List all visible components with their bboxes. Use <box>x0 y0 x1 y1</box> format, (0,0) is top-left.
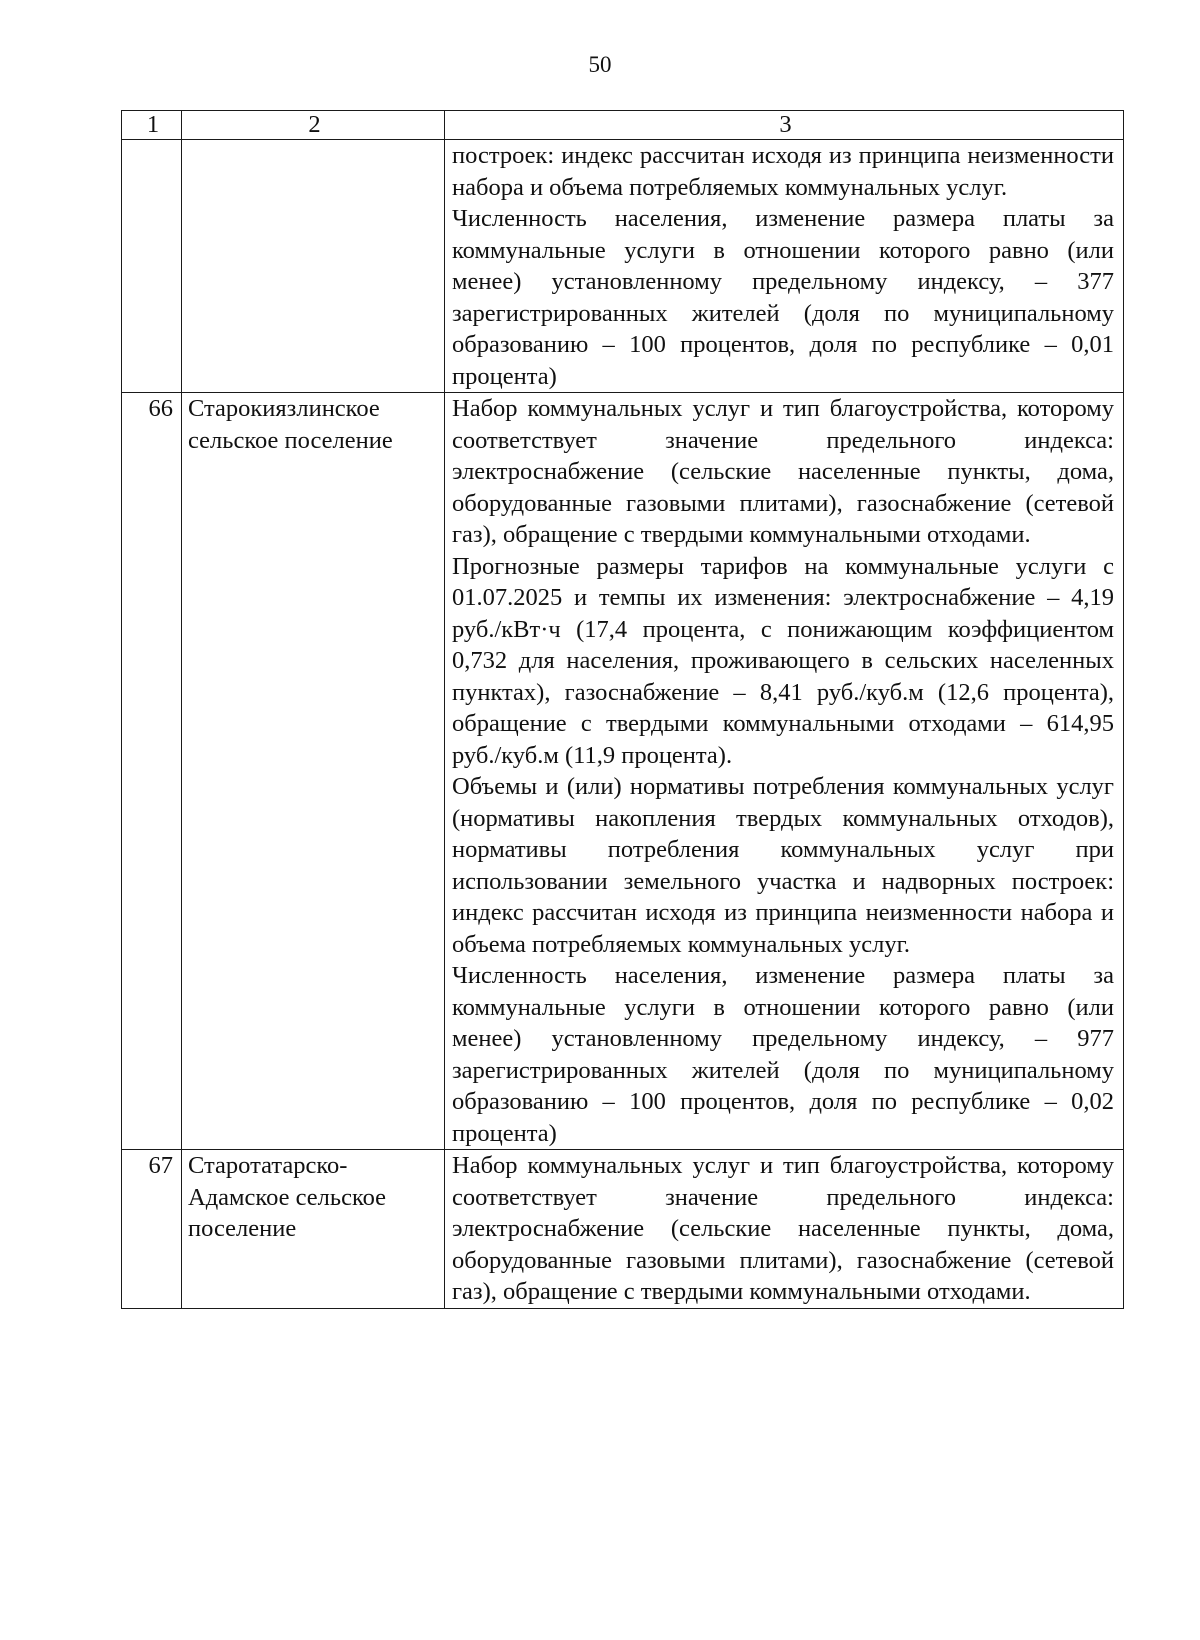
settlement-name: Старотатарско-Адамское сельское поселение <box>182 1150 445 1309</box>
settlement-name: Старокиязлинское сельское поселение <box>182 393 445 1150</box>
description-paragraph: Набор коммунальных услуг и тип благоустройства, которому соответствует значение предельного индекса: электроснабжение (сельские населенные пункты, дома, оборудованные газовыми плитами), газоснабжение (сетевой газ), обращение с твердыми коммунальными отходами. <box>452 1152 1114 1305</box>
table-row <box>122 1150 1124 1309</box>
page-number: 50 <box>588 52 612 77</box>
column-header-3: 3 <box>445 111 1124 140</box>
settlement-name <box>182 140 445 393</box>
description-paragraph: построек: индекс рассчитан исходя из принципа неизменности набора и объема потребляемых коммунальных услуг. <box>452 142 1114 201</box>
index-table <box>121 110 1124 1309</box>
table-row <box>122 140 1124 393</box>
description-paragraph: Набор коммунальных услуг и тип благоустройства, которому соответствует значение предельного индекса: электроснабжение (сельские населенные пункты, дома, оборудованные газовыми плитами), газоснабжение (сетевой газ), обращение с твердыми коммунальными отходами. <box>452 395 1114 548</box>
row-number <box>122 140 182 393</box>
row-description <box>445 1150 1124 1309</box>
row-number: 67 <box>122 1150 182 1309</box>
description-paragraph: Численность населения, изменение размера платы за коммунальные услуги в отношении которого равно (или менее) установленному предельному индексу, – 977 зарегистрированных жителей (доля по муниципальному образованию – 100 процентов, доля по республике – 0,02 процента) <box>452 962 1114 1147</box>
row-description <box>445 140 1124 393</box>
row-number: 66 <box>122 393 182 1150</box>
row-description <box>445 393 1124 1150</box>
description-paragraph: Объемы и (или) нормативы потребления коммунальных услуг (нормативы накопления твердых коммунальных отходов), нормативы потребления коммунальных услуг при использовании земельного участка и надворных построек: индекс рассчитан исходя из принципа неизменности набора и объема потребляемых коммунальных услуг. <box>452 773 1114 958</box>
description-paragraph: Численность населения, изменение размера платы за коммунальные услуги в отношении которого равно (или менее) установленному предельному индексу, – 377 зарегистрированных жителей (доля по муниципальному образованию – 100 процентов, доля по республике – 0,01 процента) <box>452 205 1114 390</box>
table-header-row <box>122 111 1124 140</box>
column-header-1: 1 <box>122 111 182 140</box>
description-paragraph: Прогнозные размеры тарифов на коммунальные услуги с 01.07.2025 и темпы их изменения: электроснабжение – 4,19 руб./кВт·ч (17,4 процента, с понижающим коэффициентом 0,732 для населения, проживающего в сельских населенных пунктах), газоснабжение – 8,41 руб./куб.м (12,6 процента), обращение с твердыми коммунальными отходами – 614,95 руб./куб.м (11,9 процента). <box>452 552 1114 769</box>
column-header-2: 2 <box>182 111 445 140</box>
table-row <box>122 393 1124 1150</box>
